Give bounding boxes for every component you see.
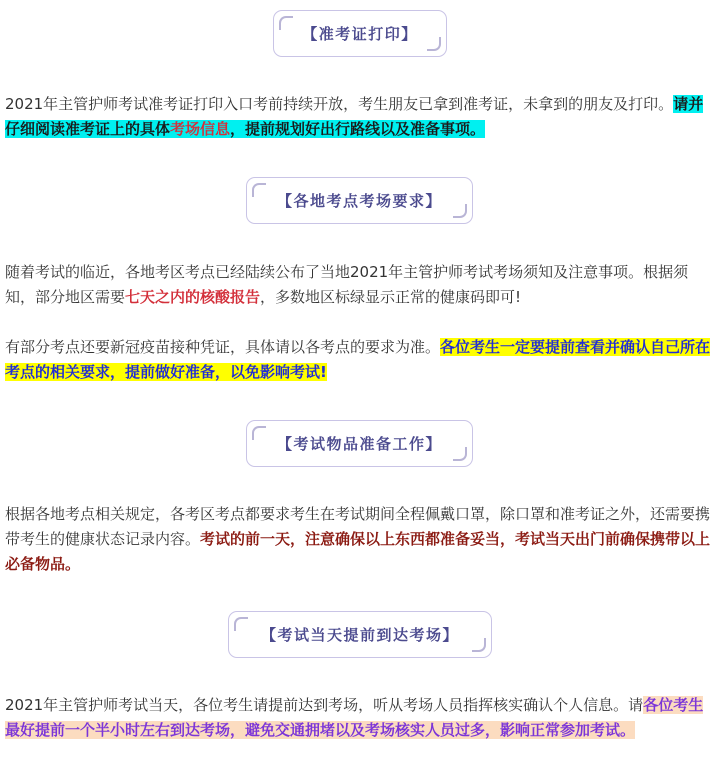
paragraph-text: 随着考试的临近，各地考区考点已经陆续公布了当地2021年主管护师考试考场须知及注意事项。根据须知，部分地区需要 <box>5 263 689 306</box>
section-title-text: 【考试物品准备工作】 <box>276 435 442 453</box>
section-title-venue-requirements <box>246 177 473 224</box>
section-title-text: 【各地考点考场要求】 <box>276 192 442 210</box>
title-frame-corner <box>472 638 486 652</box>
highlighted-keyword: 七天之内的核酸报告 <box>125 288 261 306</box>
highlighted-note: 各位考生一定要提前查看并确认自己所在考点的相关要求，提前做好准备，以免影响考试! <box>5 338 711 381</box>
title-frame-corner <box>427 37 441 51</box>
paragraph-item-preparation <box>5 502 717 577</box>
title-frame-corner <box>453 204 467 218</box>
paragraph-text: 根据各地考点相关规定，各考区考点都要求考生在考试期间全程佩戴口罩，除口罩和准考证之外，还需要携带考生的健康状态记录内容。 <box>5 505 711 548</box>
paragraph-vaccine-proof <box>5 335 717 385</box>
section-title-admission-ticket <box>273 10 447 57</box>
title-frame-corner <box>234 617 248 631</box>
paragraph-text: ，多数地区标绿显示正常的健康码即可! <box>260 288 522 306</box>
title-frame-corner <box>453 447 467 461</box>
title-frame-corner <box>279 16 293 30</box>
paragraph-admission-ticket <box>5 92 717 142</box>
highlighted-note: 各位考生最好提前一个半小时左右到达考场，避免交通拥堵以及考场核实人员过多，影响正常参加考试。 <box>5 696 704 739</box>
title-frame-corner <box>252 183 266 197</box>
highlighted-text: 请并仔细阅读准考证上的具体 <box>5 95 704 138</box>
highlighted-text: ，提前规划好出行路线以及准备事项。 <box>230 120 486 138</box>
paragraph-venue-requirements <box>5 260 717 310</box>
highlighted-keyword: 考场信息 <box>170 120 231 138</box>
section-title-arrive-early <box>228 611 492 658</box>
section-title-text: 【考试当天提前到达考场】 <box>260 626 459 644</box>
paragraph-text: 有部分考点还要新冠疫苗接种凭证，具体请以各考点的要求为准。 <box>5 338 441 356</box>
section-title-text: 【准考证打印】 <box>302 25 418 43</box>
paragraph-arrive-early <box>5 693 717 743</box>
section-title-item-preparation <box>246 420 473 467</box>
paragraph-text: 2021年主管护师考试准考证打印入口考前持续开放，考生朋友已拿到准考证，未拿到的朋友及打印。 <box>5 95 674 113</box>
title-frame-corner <box>252 426 266 440</box>
highlighted-note: 考试的前一天，注意确保以上东西都准备妥当，考试当天出门前确保携带以上必备物品。 <box>5 530 711 573</box>
paragraph-text: 2021年主管护师考试当天，各位考生请提前达到考场，听从考场人员指挥核实确认个人信息。请 <box>5 696 644 714</box>
